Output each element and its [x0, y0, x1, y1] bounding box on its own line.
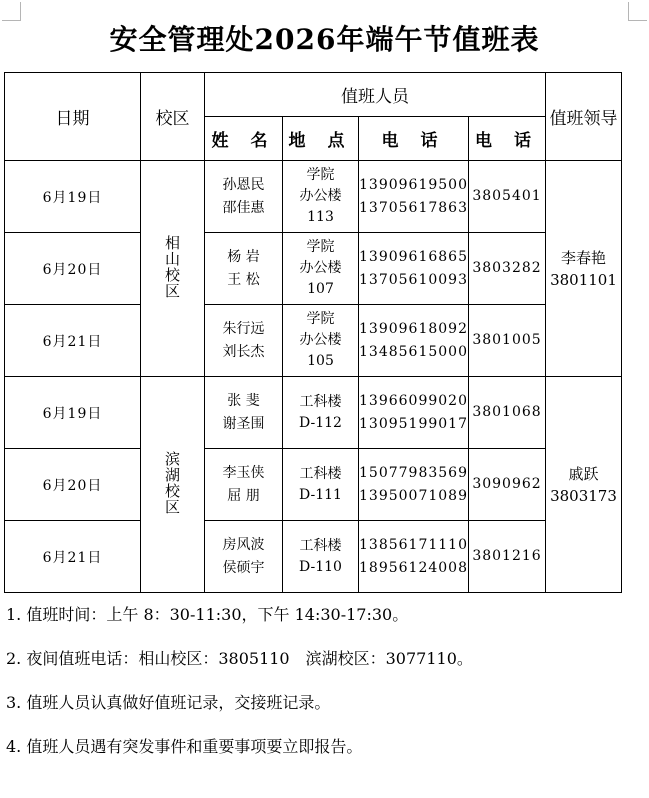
leader-phone: 3803173 [550, 486, 617, 505]
table-row [5, 161, 622, 233]
staff-names-cell [205, 377, 283, 449]
mobile-number: 15077983569 [359, 464, 468, 481]
office-phone-cell: 3805401 [469, 161, 546, 233]
location-line: D-112 [299, 414, 342, 431]
header-phone-2: 电 话 [469, 117, 546, 161]
staff-name: 屈 朋 [227, 487, 260, 504]
staff-names-cell [205, 161, 283, 233]
mobile-number: 13909619500 [359, 176, 468, 193]
location-line: 工科楼 [299, 537, 342, 554]
location-cell [283, 521, 359, 593]
mobile-cell [359, 161, 469, 233]
staff-name: 邵佳惠 [222, 199, 265, 216]
mobile-cell [359, 377, 469, 449]
campus-name: 滨湖校区 [163, 450, 181, 515]
staff-name: 孙恩民 [222, 176, 265, 193]
location-line: 学院 [306, 167, 335, 183]
mobile-number: 13095199017 [359, 415, 468, 432]
header-name: 姓 名 [205, 117, 283, 161]
location-line: 办公楼 [299, 188, 342, 204]
mobile-number: 13909616865 [359, 248, 468, 265]
staff-name: 李玉侠 [222, 464, 265, 481]
location-line: 107 [307, 281, 334, 297]
location-cell [283, 377, 359, 449]
table-row [5, 377, 622, 449]
mobile-number: 13856171110 [359, 536, 468, 553]
date-cell: 6月20日 [5, 449, 141, 521]
mobile-number: 13485615000 [359, 343, 468, 360]
location-cell [283, 161, 359, 233]
location-line: D-111 [299, 486, 342, 503]
staff-name: 王 松 [227, 271, 260, 288]
location-line: 105 [307, 353, 334, 369]
staff-name: 张 斐 [227, 392, 260, 409]
notes-section [6, 600, 636, 776]
mobile-number: 13950071089 [359, 487, 468, 504]
note-item: 1. 值班时间：上午 8：30-11:30，下午 14:30-17:30。 [6, 605, 409, 624]
location-line: 工科楼 [299, 465, 342, 482]
date-cell: 6月21日 [5, 521, 141, 593]
note-item: 4. 值班人员遇有突发事件和重要事项要立即报告。 [6, 737, 363, 756]
mobile-number: 13705610093 [359, 271, 468, 288]
table-row [5, 521, 622, 593]
location-line: 学院 [306, 239, 335, 255]
staff-name: 杨 岩 [227, 248, 260, 265]
header-leader: 值班领导 [546, 73, 622, 161]
mobile-number: 18956124008 [359, 559, 468, 576]
mobile-cell [359, 233, 469, 305]
date-cell: 6月20日 [5, 233, 141, 305]
header-location: 地 点 [283, 117, 359, 161]
office-phone-cell: 3803282 [469, 233, 546, 305]
campus-cell [141, 377, 205, 593]
table-row [5, 305, 622, 377]
date-cell: 6月19日 [5, 161, 141, 233]
table-row [5, 449, 622, 521]
leader-phone: 3801101 [550, 270, 617, 289]
date-cell: 6月19日 [5, 377, 141, 449]
leader-cell [546, 161, 622, 377]
location-line: 113 [307, 209, 334, 225]
date-cell: 6月21日 [5, 305, 141, 377]
duty-table [4, 72, 622, 593]
office-phone-cell: 3801216 [469, 521, 546, 593]
leader-name: 戚跃 [568, 464, 599, 483]
office-phone-cell: 3801068 [469, 377, 546, 449]
location-cell [283, 233, 359, 305]
staff-names-cell [205, 233, 283, 305]
mobile-number: 13909618092 [359, 320, 468, 337]
note-item: 2. 夜间值班电话：相山校区：3805110 滨湖校区：3077110。 [6, 649, 473, 668]
campus-cell [141, 161, 205, 377]
mobile-cell [359, 449, 469, 521]
mobile-number: 13705617863 [359, 199, 468, 216]
location-line: 办公楼 [299, 260, 342, 276]
location-line: 工科楼 [299, 393, 342, 410]
page-title: 安全管理处2026年端午节值班表 [109, 23, 540, 56]
leader-cell [546, 377, 622, 593]
table-row [5, 233, 622, 305]
mobile-number: 13966099020 [359, 392, 468, 409]
mobile-cell [359, 521, 469, 593]
office-phone-cell: 3801005 [469, 305, 546, 377]
leader-name: 李春艳 [560, 248, 606, 267]
office-phone-cell: 3090962 [469, 449, 546, 521]
header-duty-staff: 值班人员 [205, 73, 546, 117]
staff-names-cell [205, 521, 283, 593]
mobile-cell [359, 305, 469, 377]
staff-name: 刘长杰 [222, 343, 265, 360]
location-line: D-110 [299, 558, 342, 575]
header-campus: 校区 [141, 73, 205, 161]
staff-name: 朱行远 [222, 320, 265, 337]
header-date: 日期 [5, 73, 141, 161]
location-cell [283, 449, 359, 521]
staff-name: 房风波 [222, 536, 265, 553]
staff-names-cell [205, 449, 283, 521]
staff-names-cell [205, 305, 283, 377]
location-cell [283, 305, 359, 377]
note-item: 3. 值班人员认真做好值班记录，交接班记录。 [6, 693, 331, 712]
staff-name: 谢圣围 [222, 415, 265, 432]
location-line: 学院 [306, 311, 335, 327]
header-phone: 电 话 [359, 117, 469, 161]
location-line: 办公楼 [299, 332, 342, 348]
staff-name: 侯硕宇 [222, 559, 265, 576]
campus-name: 相山校区 [163, 234, 181, 299]
